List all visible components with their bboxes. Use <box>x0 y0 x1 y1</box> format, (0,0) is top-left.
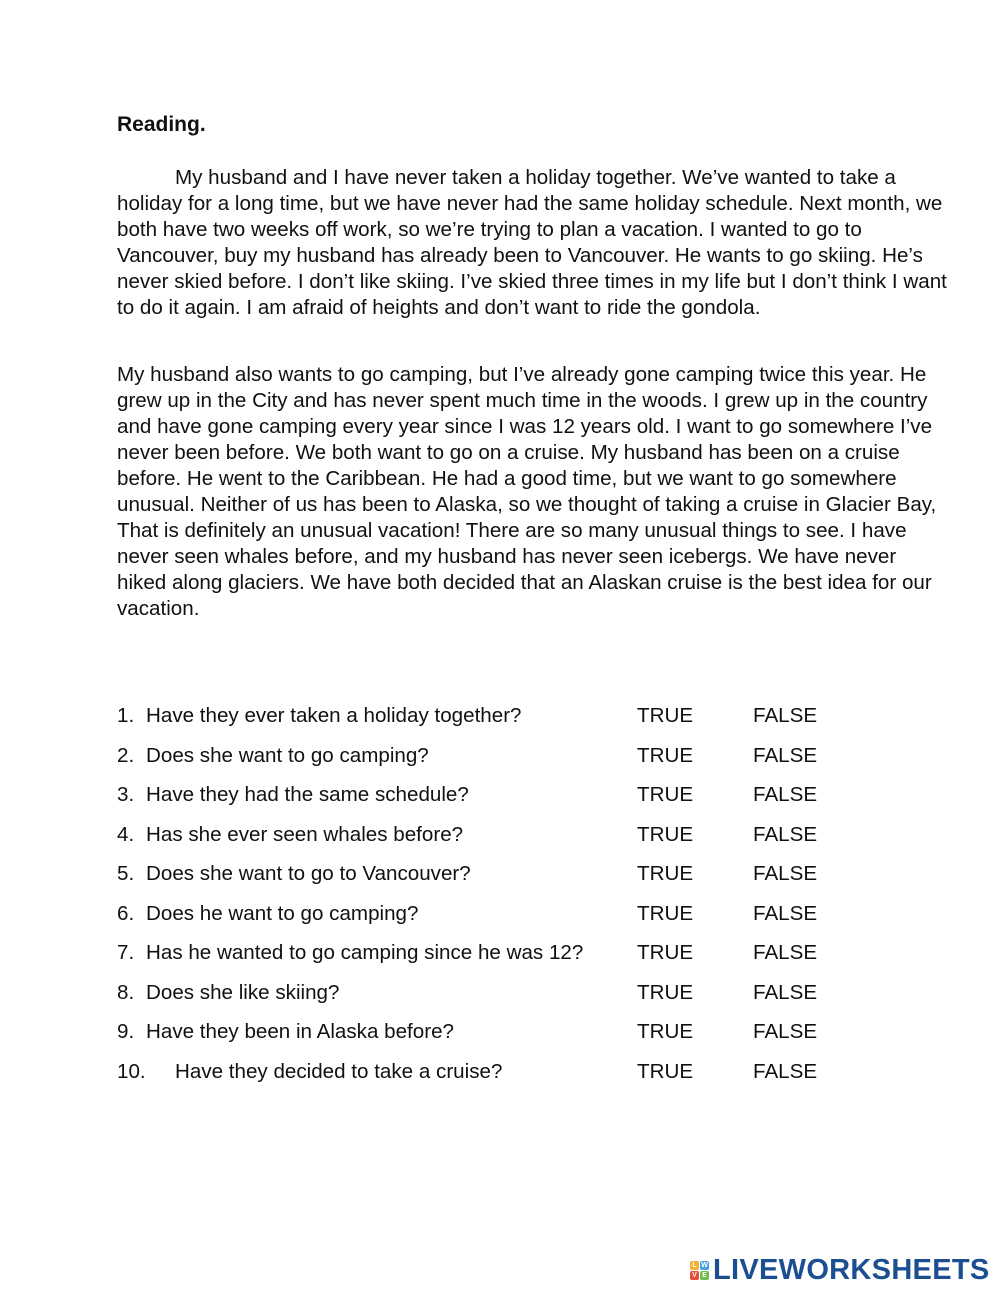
question-text: Have they had the same schedule? <box>146 783 469 806</box>
question-number: 3. <box>117 783 135 806</box>
reading-heading: Reading. <box>117 113 206 136</box>
false-option[interactable]: FALSE <box>753 743 818 767</box>
true-option[interactable]: TRUE <box>637 980 694 1004</box>
liveworksheets-logo <box>690 1254 990 1286</box>
true-option[interactable]: TRUE <box>637 822 694 846</box>
false-option[interactable]: FALSE <box>753 901 818 925</box>
question-row <box>117 743 877 783</box>
question-row <box>117 901 877 941</box>
true-option[interactable]: TRUE <box>637 901 694 925</box>
question-row <box>117 980 877 1020</box>
question-row <box>117 782 877 822</box>
true-option[interactable]: TRUE <box>637 704 694 727</box>
question-number: 1. <box>117 704 135 727</box>
question-text: Has he wanted to go camping since he was 12? <box>146 941 584 964</box>
question-row <box>117 822 877 862</box>
question-text: Does he want to go camping? <box>146 901 419 925</box>
question-number: 2. <box>117 743 135 767</box>
question-row <box>117 940 877 980</box>
logo-icon-cell: V <box>690 1271 699 1280</box>
question-row <box>117 861 877 901</box>
question-text: Has she ever seen whales before? <box>146 822 464 846</box>
question-number: 5. <box>117 862 135 885</box>
question-number: 6. <box>117 901 135 925</box>
logo-icon-cell: W <box>701 1261 708 1269</box>
question-number: 7. <box>117 941 135 964</box>
false-option[interactable]: FALSE <box>753 862 818 885</box>
logo-icon-cell: L <box>690 1261 699 1270</box>
false-option[interactable]: FALSE <box>753 704 818 727</box>
question-number: 4. <box>117 822 135 846</box>
true-option[interactable]: TRUE <box>637 862 694 885</box>
false-option[interactable]: FALSE <box>753 822 818 846</box>
false-option[interactable]: FALSE <box>753 1020 818 1043</box>
question-text: Does she want to go to Vancouver? <box>146 862 471 885</box>
question-number: 9. <box>117 1020 135 1043</box>
question-text: Does she like skiing? <box>146 980 340 1004</box>
false-option[interactable]: FALSE <box>753 783 818 806</box>
paragraph-2: My husband also wants to go camping, but I’ve already gone camping twice this year. He grew up in the City and has never spent much time in the woods. I grew up in the country and have gone camping every year since I was 12 years old. I want to go somewhere I’ve never been before. We both want to go on a cruise. My husband has been on a cruise before. He went to the Caribbean. He had a good time, but we want to go somewhere unusual. Neither of us has been to Alaska, so we thought of taking a cruise in Glacier Bay, That is definitely an unusual vacation! There are so many unusual things to see. I have never seen whales before, and my husband has never seen icebergs. We have never hiked along glaciers. We have both decided that an Alaskan cruise is the best idea for our vacation. <box>117 363 937 620</box>
true-option[interactable]: TRUE <box>637 783 694 806</box>
logo-icon-cell: E <box>700 1271 709 1280</box>
true-option[interactable]: TRUE <box>637 1020 694 1043</box>
false-option[interactable]: FALSE <box>753 941 818 964</box>
liveworksheets-logo-icon <box>690 1261 709 1280</box>
question-text: Have they been in Alaska before? <box>146 1020 454 1043</box>
question-text: Have they ever taken a holiday together? <box>146 704 522 727</box>
question-row <box>117 703 877 743</box>
question-row <box>117 1019 877 1059</box>
question-row <box>117 1059 877 1099</box>
true-option[interactable]: TRUE <box>637 1059 694 1083</box>
question-list <box>117 703 877 1098</box>
false-option[interactable]: FALSE <box>753 1059 818 1083</box>
paragraph-1: My husband and I have never taken a holiday together. We’ve wanted to take a holiday for a long time, but we have never had the same holiday schedule. Next month, we both have two weeks off work, so we’re trying to plan a vacation. I wanted to go to Vancouver, buy my husband has already been to Vancouver. He wants to go skiing. He’s never skied before. I don’t like skiing. I’ve skied three times in my life but I don’t think I want to do it again. I am afraid of heights and don’t want to ride the gondola. <box>117 166 947 319</box>
question-number: 10. <box>117 1059 146 1083</box>
false-option[interactable]: FALSE <box>753 980 818 1004</box>
question-text: Have they decided to take a cruise? <box>175 1059 503 1083</box>
true-option[interactable]: TRUE <box>637 743 694 767</box>
question-text: Does she want to go camping? <box>146 743 429 767</box>
question-number: 8. <box>117 980 135 1004</box>
logo-text: LIVEWORKSHEETS <box>713 1254 990 1286</box>
true-option[interactable]: TRUE <box>637 941 694 964</box>
